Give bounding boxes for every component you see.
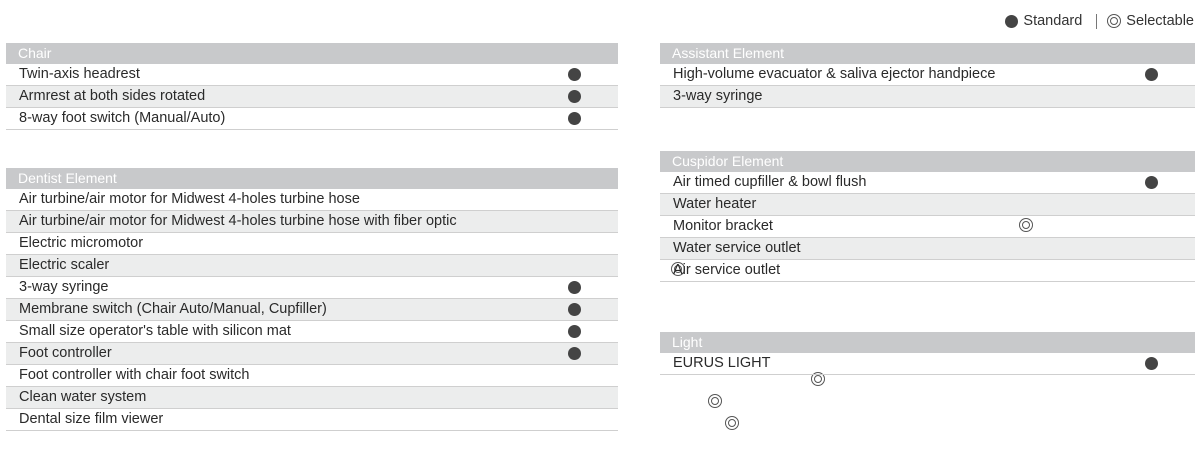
- row-label: Electric micromotor: [19, 235, 144, 251]
- row-label: Dental size film viewer: [19, 411, 164, 427]
- selectable-circle-icon: [708, 394, 722, 408]
- row-label: Foot controller: [19, 345, 112, 361]
- selectable-circle-icon: [725, 416, 739, 430]
- table-row: [6, 233, 618, 255]
- row-label: Air timed cupfiller & bowl flush: [673, 174, 867, 190]
- standard-dot-icon: [568, 90, 581, 103]
- table-row: [6, 343, 618, 365]
- row-label: Electric scaler: [19, 257, 110, 273]
- section-cuspidor-element: [660, 151, 1195, 282]
- section-title: Assistant Element: [660, 43, 1195, 64]
- row-label: Air turbine/air motor for Midwest 4-holes turbine hose: [19, 191, 360, 207]
- standard-dot-icon: [568, 281, 581, 294]
- section-assistant-element: [660, 43, 1195, 108]
- row-label: High-volume evacuator & saliva ejector handpiece: [673, 66, 996, 82]
- standard-dot-icon: [568, 303, 581, 316]
- row-label: 3-way syringe: [673, 88, 763, 104]
- legend-selectable-label: Selectable: [1126, 13, 1194, 29]
- row-label: Small size operator's table with silicon mat: [19, 323, 291, 339]
- standard-dot-icon: [1145, 357, 1158, 370]
- table-row: [660, 194, 1195, 216]
- row-label: 8-way foot switch (Manual/Auto): [19, 110, 226, 126]
- table-row: [660, 353, 1195, 375]
- section-title: Chair: [6, 43, 618, 64]
- table-row: [6, 86, 618, 108]
- table-row: [6, 321, 618, 343]
- table-row: [660, 64, 1195, 86]
- table-row: [6, 189, 618, 211]
- standard-dot-icon: [1145, 176, 1158, 189]
- table-row: [6, 108, 618, 130]
- standard-dot-icon: [568, 325, 581, 338]
- table-row: [660, 238, 1195, 260]
- table-row: [6, 255, 618, 277]
- row-label: Twin-axis headrest: [19, 66, 140, 82]
- section-light: [660, 332, 1195, 375]
- standard-dot-icon: [568, 68, 581, 81]
- table-row: [660, 86, 1195, 108]
- row-label: Air turbine/air motor for Midwest 4-holes turbine hose with fiber optic: [19, 213, 457, 229]
- table-row: [6, 299, 618, 321]
- row-label: 3-way syringe: [19, 279, 109, 295]
- table-row: [660, 216, 1195, 238]
- row-label: Air service outlet: [673, 262, 781, 278]
- row-label: Water heater: [673, 196, 757, 212]
- standard-dot-icon: [1145, 68, 1158, 81]
- row-label: Membrane switch (Chair Auto/Manual, Cupfiller): [19, 301, 327, 317]
- section-title: Light: [660, 332, 1195, 353]
- section-dentist-element: [6, 168, 618, 431]
- table-row: [6, 64, 618, 86]
- row-label: Monitor bracket: [673, 218, 773, 234]
- table-row: [660, 172, 1195, 194]
- row-label: Armrest at both sides rotated: [19, 88, 206, 104]
- table-row: [660, 260, 1195, 282]
- table-row: [6, 211, 618, 233]
- section-title: Cuspidor Element: [660, 151, 1195, 172]
- legend-divider: [1096, 14, 1097, 29]
- row-label: Foot controller with chair foot switch: [19, 367, 250, 383]
- standard-dot-icon: [1005, 15, 1018, 28]
- row-label: EURUS LIGHT: [673, 355, 771, 371]
- standard-dot-icon: [568, 112, 581, 125]
- standard-dot-icon: [568, 347, 581, 360]
- table-row: [6, 387, 618, 409]
- legend: [1005, 12, 1194, 30]
- table-row: [6, 277, 618, 299]
- section-chair: [6, 43, 618, 130]
- selectable-circle-icon: [1107, 14, 1121, 28]
- row-label: Clean water system: [19, 389, 147, 405]
- row-label: Water service outlet: [673, 240, 801, 256]
- legend-standard-label: Standard: [1023, 13, 1083, 29]
- legend-selectable: [1107, 13, 1194, 29]
- section-title: Dentist Element: [6, 168, 618, 189]
- table-row: [6, 365, 618, 387]
- legend-standard: [1005, 13, 1082, 29]
- table-row: [6, 409, 618, 431]
